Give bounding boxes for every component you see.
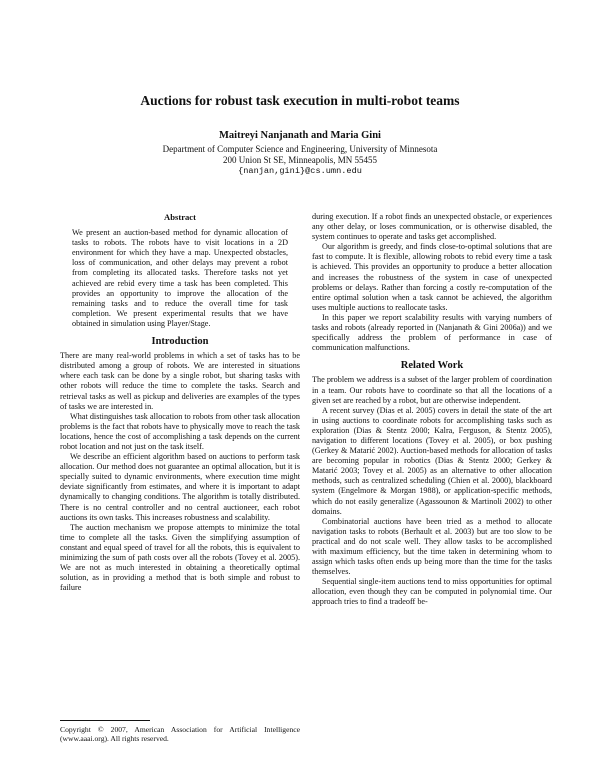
affiliation: Department of Computer Science and Engineering, University of Minnesota (162, 144, 438, 154)
intro-continued-paragraph: In this paper we report scalability results with varying numbers of tasks and robots (already reported in (Nanjanath & Gini 2006a)) and we specifically address the problem of performance in case of communication malfunctions. (312, 312, 552, 353)
email: {nanjan,gini}@cs.umn.edu (238, 166, 362, 176)
address: 200 Union St SE, Minneapolis, MN 55455 (222, 155, 377, 165)
related-work-heading: Related Work (400, 360, 464, 372)
intro-paragraph: We describe an efficient algorithm based on auctions to perform task allocation. Our method does not guarantee an optimal allocation, but it is specially suited to dynamic environments, where execution time might deviate significantly from estimates, and where it is important to adapt dynamically to changing conditions. The algorithm is totally distributed. There is no central controller and no central auctioneer, each robot auctions its own tasks. This increases robustness and scalability. (60, 452, 300, 522)
intro-continued-paragraph: Our algorithm is greedy, and finds close-to-optimal solutions that are fast to compute. It is flexible, allowing robots to rebid every time a task is achieved. This provides an opportunity to produce a better allocation and increases the robustness of the system in case of unexpected problems or delays. Rather than forcing a costly re-computation of the entire optimal solution when a task cannot be achieved, the algorithm uses multiple auctions to reallocate tasks. (312, 242, 552, 312)
abstract-text: We present an auction-based method for dynamic allocation of tasks to robots. The robots have to visit locations in a 2D environment for which they have a map. Unexpected obstacles, loss of communication, and other delays may prevent a robot from completing its allocated tasks. Therefore tasks not yet achieved are rebid every time a task has been completed. This provides an opportunity to improve the allocation of the remaining tasks and to reduce the overall time for task completion. We present experimental results that we have obtained in simulation using Player/Stage. (72, 228, 288, 328)
paper-title: Auctions for robust task execution in multi-robot teams (140, 93, 460, 108)
abstract-heading: Abstract (164, 212, 196, 222)
intro-paragraph: What distinguishes task allocation to robots from other task allocation problems is the fact that robots have to physically move to reach the task locations, hence the cost of accomplishing a task depends on the current robot location and not just on the task itself. (60, 411, 300, 451)
copyright-notice: Copyright © 2007, American Association for Artificial Intelligence (www.aaai.org). All rights reserved. (60, 725, 300, 744)
intro-paragraph: The auction mechanism we propose attempts to minimize the total time to complete all the tasks. Given the simplifying assumption of constant and equal speed of travel for all the robots, this is equivalent to minimizing the sum of path costs over all the robots (Tovey et al. 2005). We are not as much interested in obtaining a theoretically optimal solution, as in providing a method that is both simple and robust to failure (60, 522, 300, 593)
introduction-heading: Introduction (151, 336, 209, 348)
right-column (312, 212, 552, 608)
authors: Maitreyi Nanjanath and Maria Gini (219, 130, 381, 141)
related-paragraph: Sequential single-item auctions tend to miss opportunities for optimal allocation, even though they can be computed in polynomial time. Our approach tries to find a tradeoff be- (312, 577, 552, 607)
related-paragraph: A recent survey (Dias et al. 2005) covers in detail the state of the art in using auctions to coordinate robots for accomplishing tasks such as exploration (Dias & Stentz 2000; Kalra, Ferguson, & Stentz 2005), navigation to different locations (Tovey et al. 2005), or box pushing (Gerkey & Matarić 2002). Auction-based methods for allocation of tasks are becoming popular in robotics (Dias & Stentz 2000; Gerkey & Matarić 2003; Tovey et al. 2005) as an alternative to other allocation methods, such as centralized scheduling (Chien et al. 2000), blackboard system (Engelmore & Morgan 1988), or application-specific methods, which do not easily generalize (Agassounon & Martinoli 2002) to other domains. (312, 405, 552, 516)
footnote-rule (60, 720, 150, 721)
intro-paragraph: There are many real-world problems in which a set of tasks has to be distributed among a group of robots. We are interested in situations where each task can be done by a single robot, but sharing tasks with other robots will reduce the time to complete the tasks. Search and retrieval tasks as well as pickup and deliveries are examples of the types of tasks we are interested in. (60, 351, 300, 411)
left-column (60, 212, 300, 593)
related-paragraph: The problem we address is a subset of the larger problem of coordination in a team. Our robots have to coordinate so that all the locations of a given set are reached by a robot, but are otherwise independent. (312, 375, 552, 405)
intro-continued-paragraph: during execution. If a robot finds an unexpected obstacle, or experiences any other delay, or loses communication, or is otherwise disabled, the system continues to operate and tasks get accomplished. (312, 212, 552, 242)
related-paragraph: Combinatorial auctions have been tried as a method to allocate navigation tasks to robots (Berhault et al. 2003) but are too slow to be practical and do not scale well. They allow tasks to be accomplished with maximum efficiency, but the time taken in determining whom to assign which tasks often ends up being more than the time for the tasks themselves. (312, 516, 552, 577)
